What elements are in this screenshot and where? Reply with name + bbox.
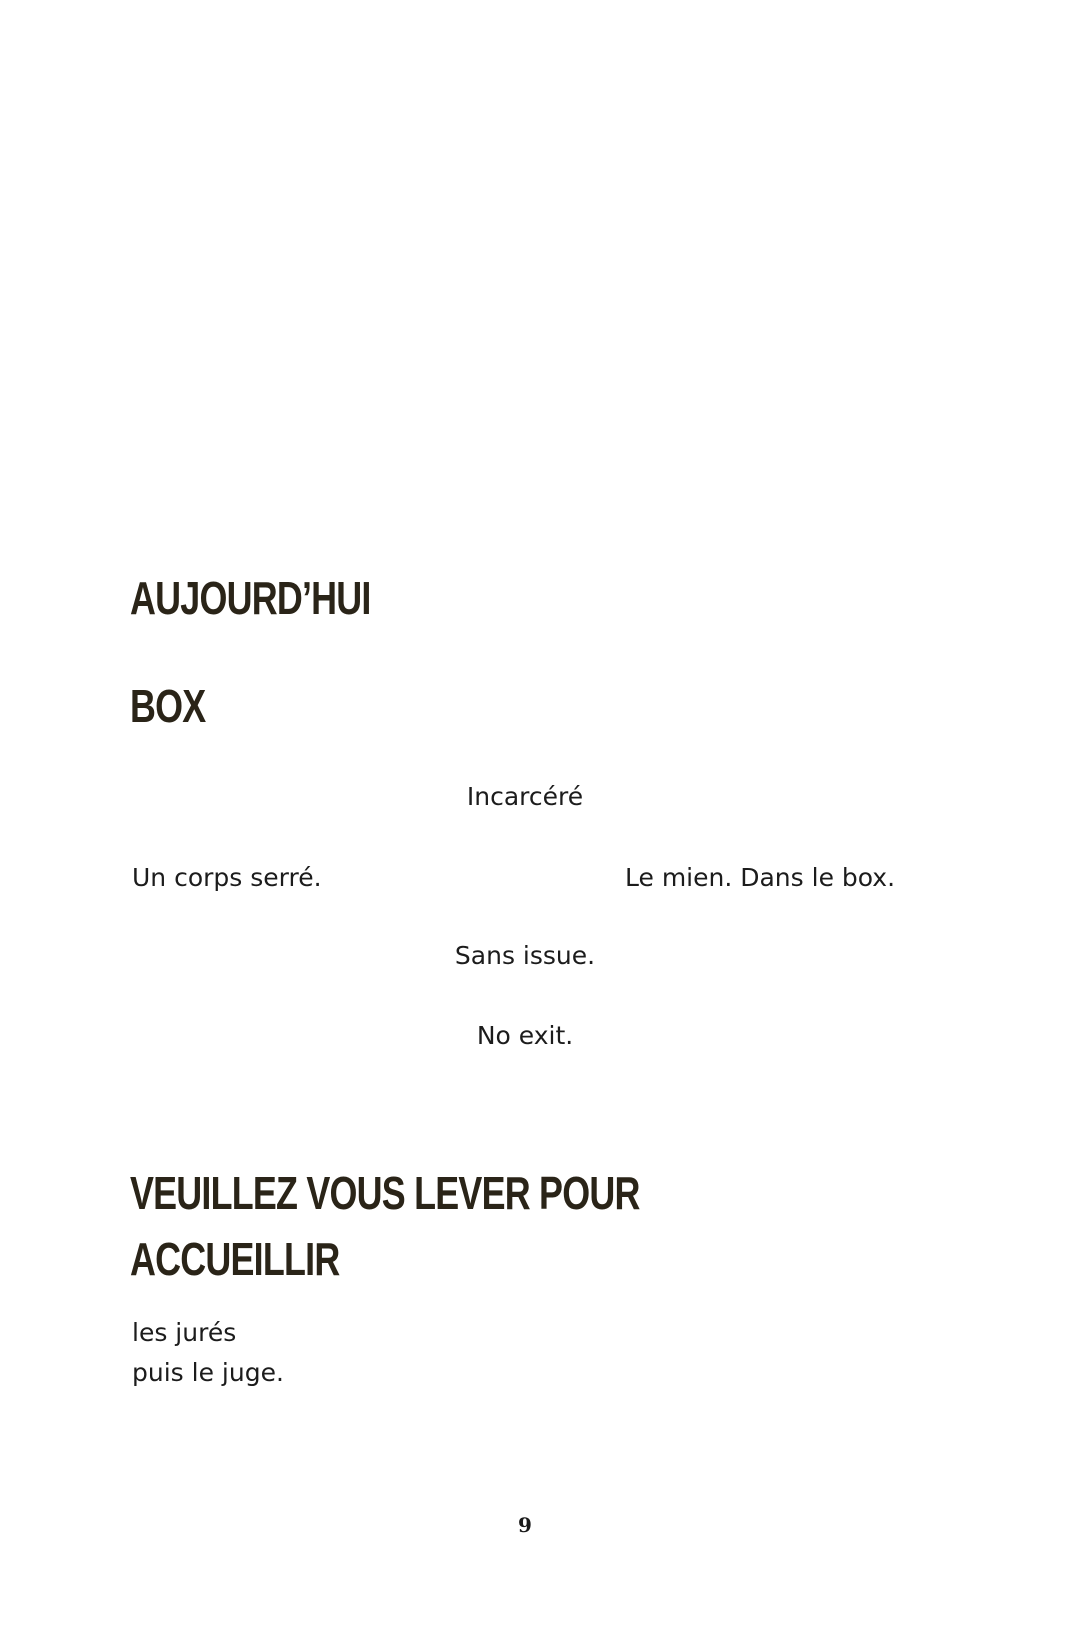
line-les-jures: les jurés [132, 1318, 237, 1347]
line-no-exit: No exit. [476, 1021, 574, 1050]
line-corps-serre: Un corps serré. [132, 863, 322, 892]
heading-box: BOX [130, 680, 206, 732]
line-puis-le-juge: puis le juge. [132, 1358, 284, 1387]
line-incarcere: Incarcéré [466, 782, 584, 811]
heading-aujourdhui: AUJOURD’HUI [130, 572, 371, 624]
page-number: 9 [518, 1513, 532, 1537]
heading-veuillez-line1: VEUILLEZ VOUS LEVER POUR [130, 1167, 640, 1219]
line-le-mien: Le mien. Dans le box. [625, 863, 896, 892]
heading-veuillez-line2: ACCUEILLIR [130, 1233, 340, 1285]
line-sans-issue: Sans issue. [454, 941, 596, 970]
